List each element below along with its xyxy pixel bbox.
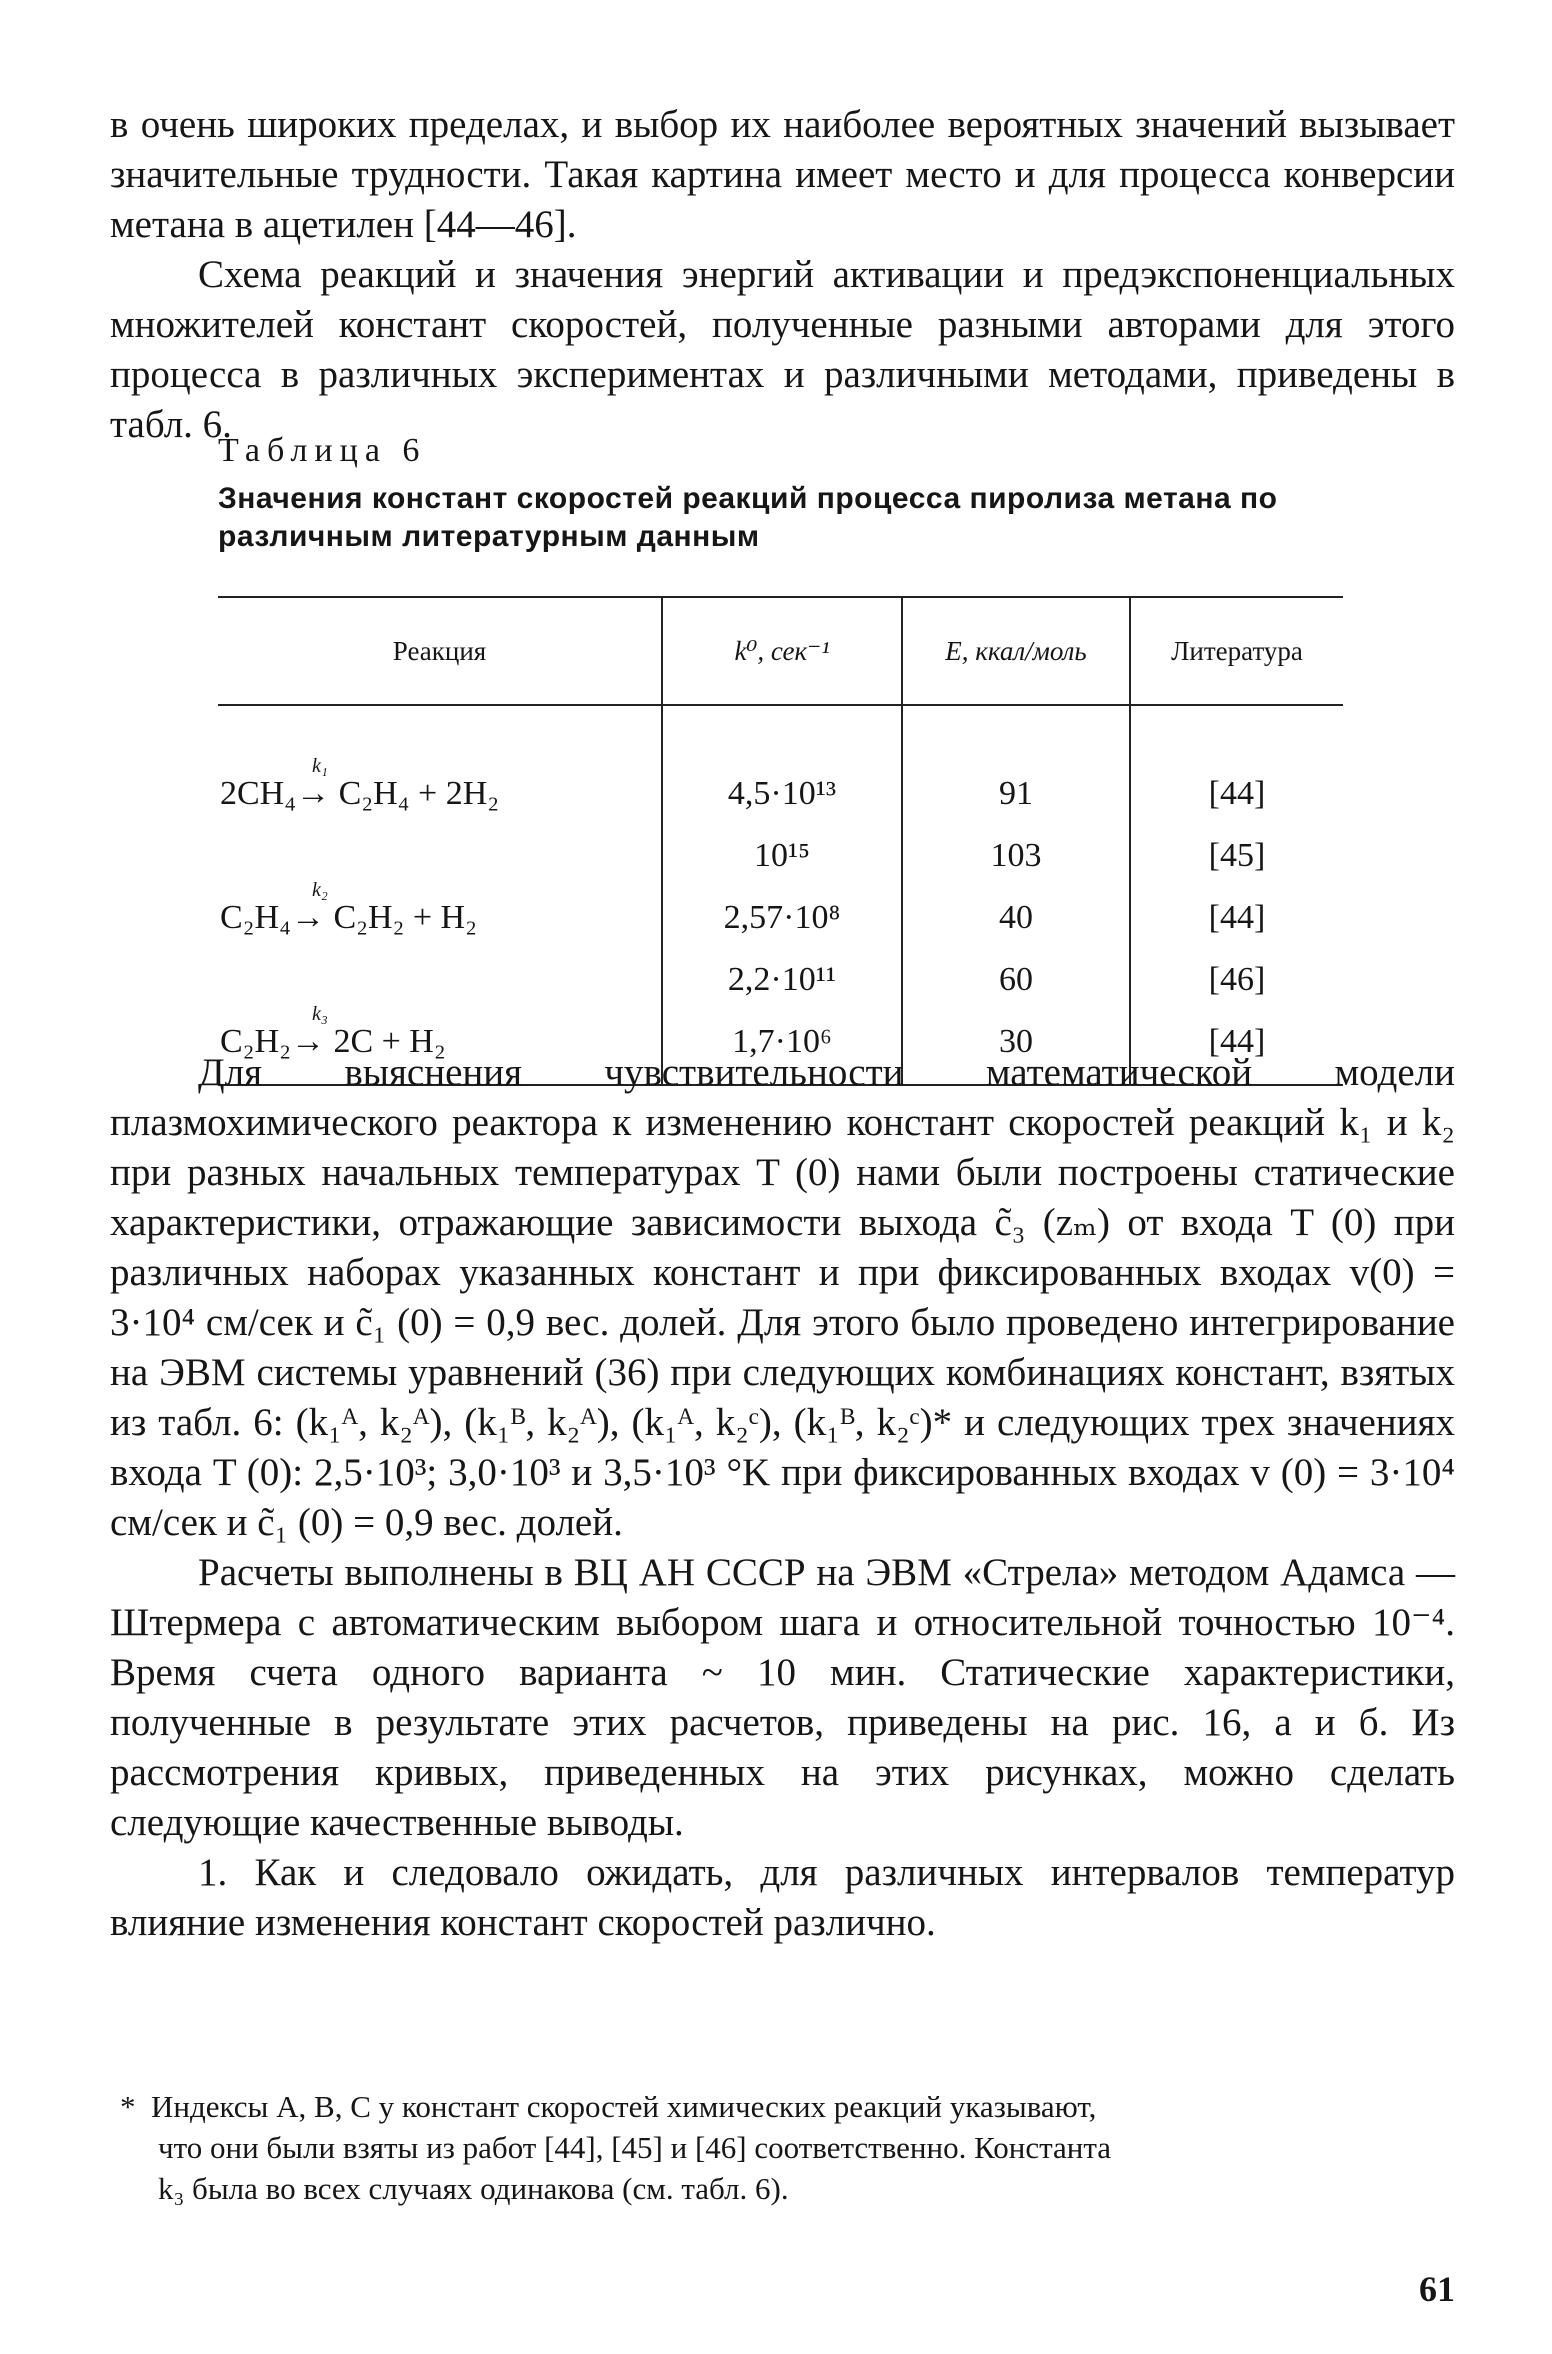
rate-constant-label: k₁: [312, 755, 328, 777]
table-row: [218, 937, 1343, 999]
reference-cell: [44]: [1130, 999, 1343, 1085]
energy-cell: 40: [902, 875, 1130, 937]
reference-cell: [44]: [1130, 705, 1343, 813]
paragraph-5: 1. Как и следовало ожидать, для различных интервалов температур влияние изменения констант скоростей различно.: [110, 1851, 1455, 1944]
footnote-line-1: [120, 2086, 1455, 2127]
header-literature: Литература: [1130, 597, 1343, 705]
header-reaction: Реакция: [218, 597, 662, 705]
paragraph-3: Для выяснения чувствительности математической модели плазмохимического реактора к изменению констант скоростей реакций k₁ и k₂ при разных начальных температурах T (0) нами были построены статические характеристики, отражающие зависимости выхода c̃₃ (zₘ) от входа T (0) при различных наборах указанных констант и при фиксированных входах v(0) = 3·10⁴ см/сек и c̃₁ (0) = 0,9 вес. долей. Для этого было проведено интегрирование на ЭВМ системы уравнений (36) при следующих комбинациях констант, взятых из табл. 6: (k₁ᴬ, k₂ᴬ), (k₁ᴮ, k₂ᴬ), (k₁ᴬ, k₂ᶜ), (k₁ᴮ, k₂ᶜ)* и следующих трех значениях входа T (0): 2,5·10³; 3,0·10³ и 3,5·10³ °K при фиксированных входах v (0) = 3·10⁴ см/сек и c̃₁ (0) = 0,9 вес. долей.: [110, 1051, 1455, 1544]
page-number: 61: [1419, 2269, 1455, 2309]
paragraph-4: Расчеты выполнены в ВЦ АН СССР на ЭВМ «Стрела» методом Адамса — Штермера с автоматическим выбором шага и относительной точностью 10⁻⁴. Время счета одного варианта ~ 10 мин. Статические характеристики, полученные в результате этих расчетов, приведены на рис. 16, а и б. Из рассмотрения кривых, приведенных на этих рисунках, можно сделать следующие качественные выводы.: [110, 1551, 1455, 1844]
k0-cell: 2,57·10⁸: [662, 875, 902, 937]
footnote: [120, 2086, 1455, 2209]
footnote-marker: *: [120, 2089, 136, 2124]
text-block-bottom: [110, 1048, 1455, 1948]
header-k0: k⁰, сек⁻¹: [662, 597, 902, 705]
footnote-line-2: что они были взяты из работ [44], [45] и [46] соответственно. Константа: [158, 2130, 1112, 2165]
table-row: [218, 813, 1343, 875]
footnote-text-1: Индексы A, B, C у констант скоростей химических реакций указывают,: [151, 2089, 1097, 2124]
table-caption: Таблица 6: [218, 432, 427, 469]
reaction-equation: C₂H₂→ 2C + H₂: [220, 1023, 446, 1060]
rate-constant-label: k₃: [312, 1003, 328, 1025]
energy-cell: 30: [902, 999, 1130, 1085]
k0-cell: 4,5·10¹³: [662, 705, 902, 813]
reference-cell: [46]: [1130, 937, 1343, 999]
reaction-cell: [218, 875, 662, 937]
reaction-equation: C₂H₄→ C₂H₂ + H₂: [220, 899, 477, 936]
reference-cell: [45]: [1130, 813, 1343, 875]
table-title: Значения констант скоростей реакций процесса пиролиза метана по различным литературным данным: [218, 482, 1278, 553]
k0-cell: 10¹⁵: [662, 813, 902, 875]
energy-cell: 60: [902, 937, 1130, 999]
text-block-top: [110, 100, 1455, 450]
energy-cell: 103: [902, 813, 1130, 875]
rate-constants-table: [218, 596, 1343, 1086]
reference-cell: [44]: [1130, 875, 1343, 937]
header-energy: E, ккал/моль: [902, 597, 1130, 705]
paragraph-2: Схема реакций и значения энергий активации и предэкспоненциальных множителей констант скоростей, полученные разными авторами для этого процесса в различных экспериментах и различными методами, приведены в табл. 6.: [110, 253, 1455, 446]
table-row: [218, 705, 1343, 813]
table-header-row: [218, 597, 1343, 705]
paragraph-1: в очень широких пределах, и выбор их наиболее вероятных значений вызывает значительные трудности. Такая картина имеет место и для процесса конверсии метана в ацетилен [44—46].: [110, 103, 1455, 246]
footnote-line-3: k₃ была во всех случаях одинакова (см. табл. 6).: [158, 2171, 789, 2206]
reaction-cell: [218, 813, 662, 875]
energy-cell: 91: [902, 705, 1130, 813]
reaction-cell: [218, 705, 662, 813]
reaction-equation: 2CH₄→ C₂H₄ + 2H₂: [220, 775, 500, 812]
table-row: [218, 875, 1343, 937]
rate-constant-label: k₂: [312, 879, 328, 901]
reaction-cell: [218, 937, 662, 999]
k0-cell: 1,7·10⁶: [662, 999, 902, 1085]
k0-cell: 2,2·10¹¹: [662, 937, 902, 999]
